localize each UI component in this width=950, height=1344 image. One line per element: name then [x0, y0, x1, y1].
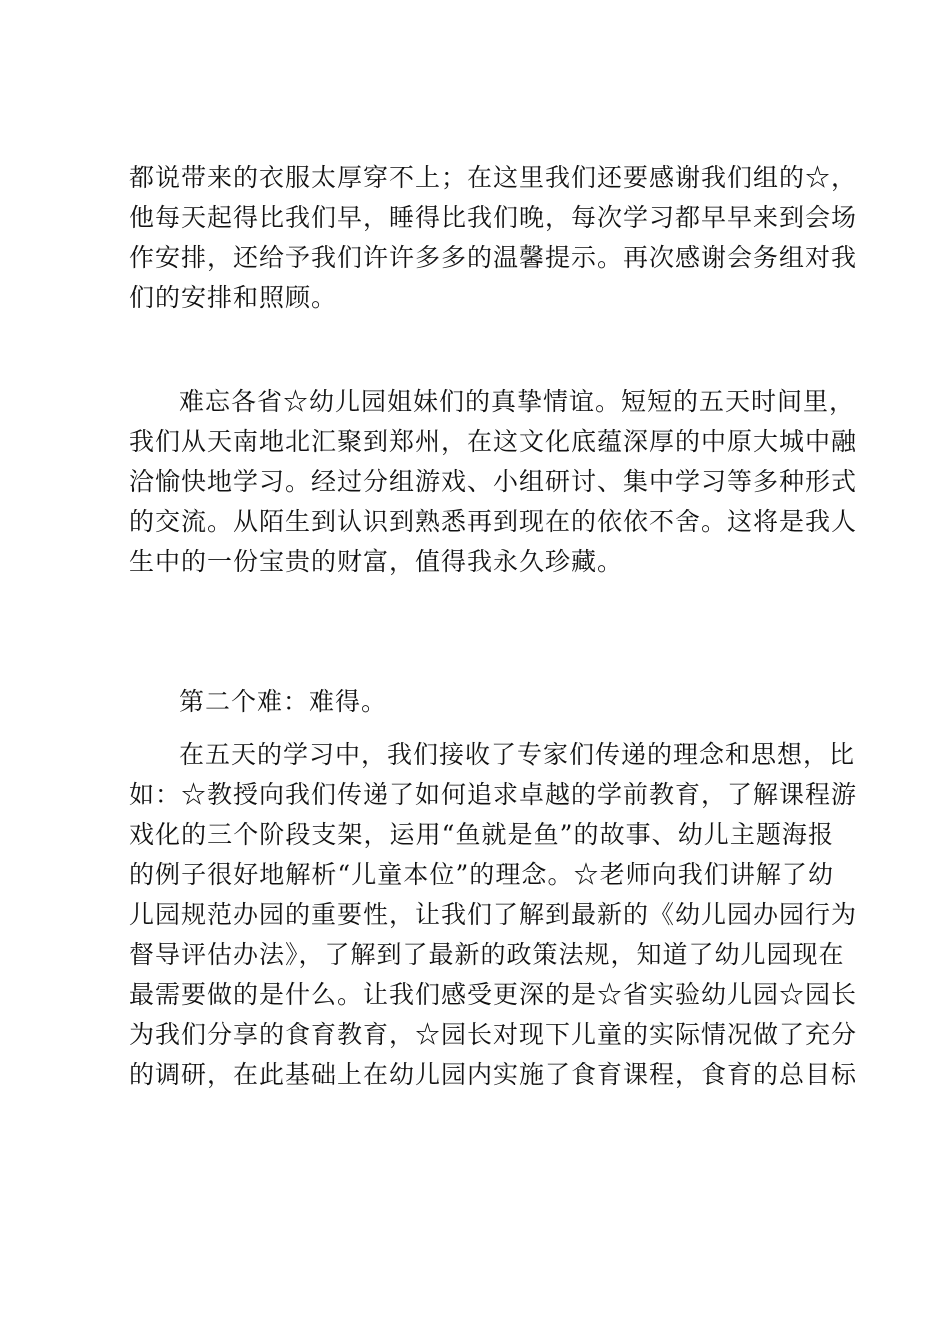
text-line: 的例子很好地解析“儿童本位”的理念。☆老师向我们讲解了幼: [129, 860, 834, 889]
text-line: 在五天的学习中，我们接收了专家们传递的理念和思想，比: [179, 740, 856, 769]
paragraph-learning: [129, 735, 858, 1095]
text-line: 他每天起得比我们早，睡得比我们晚，每次学习都早早来到会场: [129, 203, 858, 232]
text-line: 如：☆教授向我们传递了如何追求卓越的学前教育，了解课程游: [129, 780, 858, 809]
text-line: 生中的一份宝贵的财富，值得我永久珍藏。: [129, 547, 624, 576]
text-line: 最需要做的是什么。让我们感受更深的是☆省实验幼儿园☆园长: [129, 980, 858, 1009]
paragraph-memories: [129, 382, 858, 582]
text-line: 难忘各省☆幼儿园姐妹们的真挚情谊。短短的五天时间里，: [179, 387, 856, 416]
text-line: 为我们分享的食育教育，☆园长对现下儿童的实际情况做了充分: [129, 1020, 858, 1049]
text-line: 我们从天南地北汇聚到郑州，在这文化底蕴深厚的中原大城中融: [129, 427, 858, 456]
text-line: 戏化的三个阶段支架，运用“鱼就是鱼”的故事、幼儿主题海报: [129, 820, 834, 849]
text-line: 都说带来的衣服太厚穿不上；在这里我们还要感谢我们组的☆，: [129, 163, 858, 192]
paragraph-continuation: [129, 158, 858, 318]
text-line: 洽愉快地学习。经过分组游戏、小组研讨、集中学习等多种形式: [129, 467, 858, 496]
text-line: 们的安排和照顾。: [129, 283, 338, 312]
heading-text: 第二个难：难得。: [179, 687, 388, 716]
text-line: 督导评估办法》，了解到了最新的政策法规，知道了幼儿园现在: [129, 940, 845, 969]
text-line: 的交流。从陌生到认识到熟悉再到现在的依依不舍。这将是我人: [129, 507, 858, 536]
section-heading: [129, 682, 834, 722]
text-line: 作安排，还给予我们许许多多的温馨提示。再次感谢会务组对我: [129, 243, 858, 272]
text-line: 儿园规范办园的重要性，让我们了解到最新的《幼儿园办园行为: [129, 900, 858, 929]
text-line: 的调研，在此基础上在幼儿园内实施了食育课程，食育的总目标: [129, 1060, 858, 1089]
